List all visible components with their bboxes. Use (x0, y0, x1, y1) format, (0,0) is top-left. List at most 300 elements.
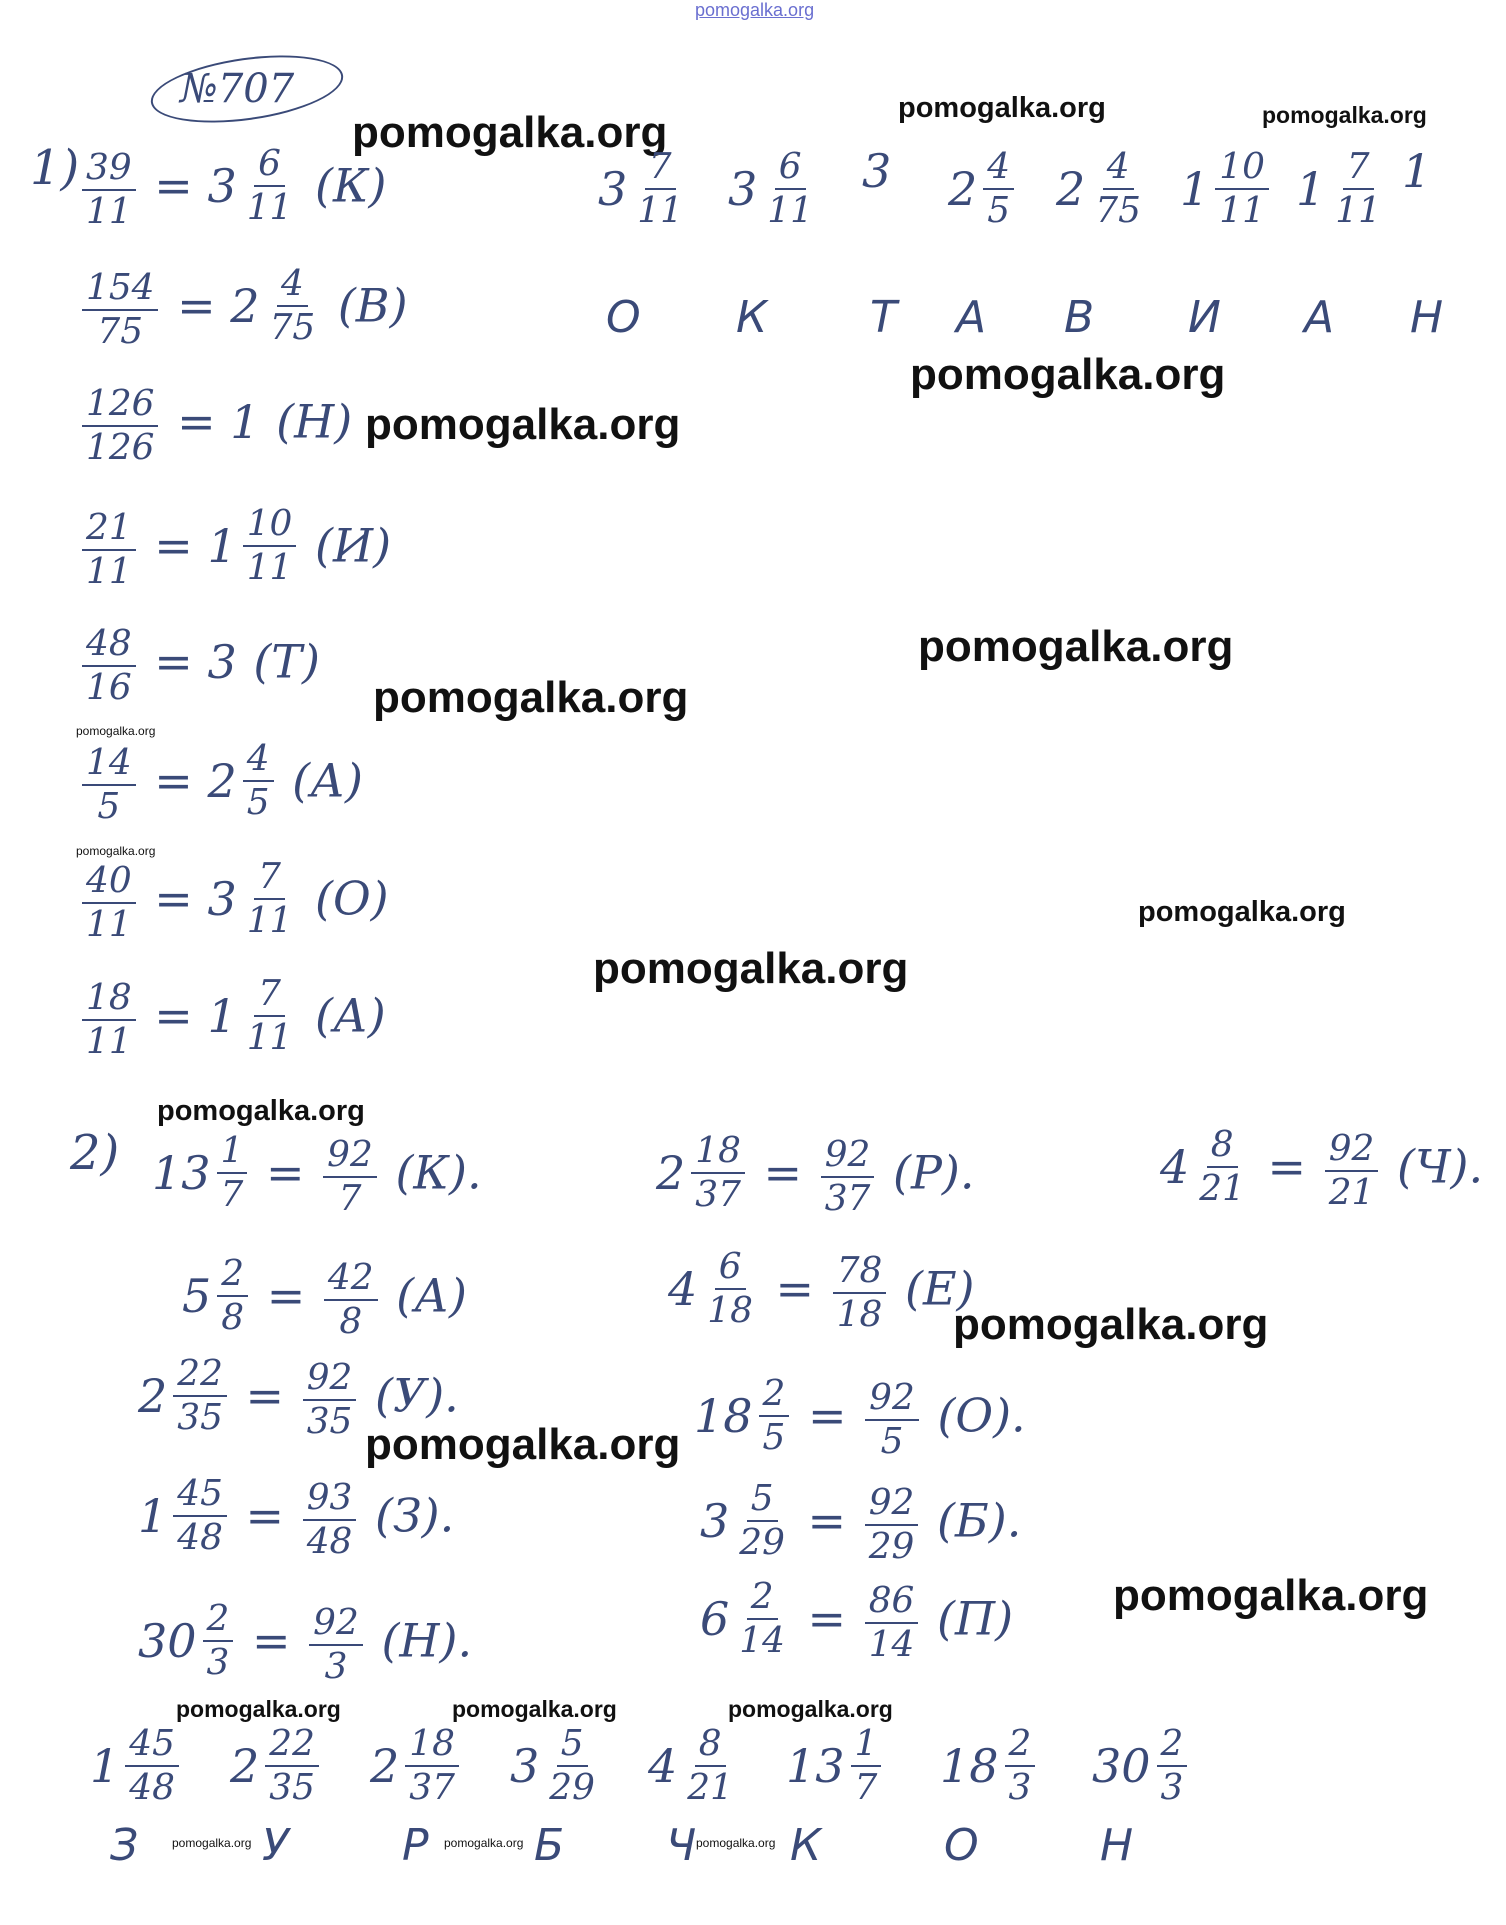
denominator: 11 (1219, 189, 1265, 231)
denominator: 5 (762, 1416, 786, 1458)
fraction (1195, 1126, 1249, 1207)
denominator: 14 (868, 1623, 915, 1665)
whole-part: 2 (230, 278, 260, 333)
denominator: 11 (637, 189, 683, 231)
equals-sign: = (237, 1613, 306, 1668)
equals-sign: = (760, 1261, 829, 1316)
denominator: 37 (695, 1173, 741, 1215)
numerator: 40 (82, 862, 136, 904)
denominator: 7 (338, 1177, 362, 1219)
numerator: 2 (1005, 1725, 1036, 1767)
numerator: 92 (821, 1136, 875, 1178)
denominator: 75 (1095, 189, 1141, 231)
fraction (1157, 1725, 1188, 1806)
mixed-number (138, 1355, 231, 1436)
equals-sign: = (230, 1488, 299, 1543)
ordered-number (786, 1725, 885, 1806)
numerator: 22 (173, 1355, 227, 1397)
whole-part: 1 (1402, 144, 1432, 198)
mixed-number (1092, 1725, 1191, 1806)
ordered-number (940, 1725, 1039, 1806)
whole-part: 3 (700, 1493, 730, 1548)
mixed-number (1296, 148, 1389, 229)
ordered-number (598, 148, 691, 229)
numerator: 78 (833, 1252, 887, 1294)
numerator: 86 (865, 1582, 919, 1624)
whole-part: 3 (728, 161, 758, 216)
letter-label: (Р). (878, 1145, 975, 1200)
numerator: 2 (759, 1375, 790, 1417)
fraction (303, 1479, 357, 1560)
numerator: 21 (82, 509, 136, 551)
denominator: 75 (97, 310, 144, 352)
numerator: 6 (715, 1248, 746, 1290)
letter-label: (Ч). (1382, 1139, 1484, 1194)
equals-sign: = (139, 988, 208, 1043)
numerator: 6 (254, 145, 285, 187)
denominator: 11 (246, 1016, 293, 1058)
watermark: pomogalka.org (953, 1300, 1269, 1349)
fraction (324, 1259, 378, 1340)
whole-part: 30 (138, 1613, 197, 1668)
watermark: pomogalka.org (352, 108, 668, 157)
mixed-number (1056, 148, 1149, 229)
letter-label: (Н) (261, 394, 353, 449)
answer-letter: У (262, 1820, 289, 1871)
ordered-number (1402, 144, 1433, 198)
denominator: 126 (86, 426, 155, 468)
denominator: 16 (86, 666, 132, 708)
fraction (865, 1582, 919, 1663)
numerator: 10 (243, 505, 297, 547)
watermark: pomogalka.org (76, 724, 156, 738)
whole-part: 4 (648, 1738, 678, 1793)
watermark: pomogalka.org (444, 1836, 524, 1850)
numerator: 18 (405, 1725, 459, 1767)
numerator: 7 (645, 148, 676, 190)
mixed-number (138, 1600, 237, 1681)
equation-row (78, 265, 408, 350)
denominator: 29 (739, 1521, 785, 1563)
whole-part: 4 (1160, 1139, 1190, 1194)
watermark: pomogalka.org (172, 1836, 252, 1850)
fraction (983, 148, 1014, 229)
denominator: 11 (1335, 189, 1381, 231)
whole-part: 2 (1056, 161, 1086, 216)
watermark: pomogalka.org (898, 92, 1106, 124)
fraction (405, 1725, 459, 1806)
denominator: 75 (269, 306, 316, 348)
numerator: 7 (1343, 148, 1374, 190)
mixed-number (694, 1375, 793, 1456)
ordered-number (648, 1725, 741, 1806)
whole-part: 2 (138, 1368, 168, 1423)
equals-sign: = (1252, 1139, 1321, 1194)
fraction (82, 509, 136, 590)
answer-letter: К (736, 292, 768, 343)
whole-part: 1 (138, 1488, 168, 1543)
numerator: 4 (277, 265, 308, 307)
mixed-number (862, 144, 893, 198)
numerator: 92 (865, 1379, 919, 1421)
mixed-number (207, 145, 300, 226)
answer-letter: Р (402, 1820, 429, 1871)
denominator: 3 (206, 1641, 230, 1683)
fraction (82, 744, 136, 825)
letter-label: (Е) (890, 1261, 975, 1316)
fraction (266, 265, 320, 346)
watermark: pomogalka.org (365, 400, 681, 449)
ordered-number (1092, 1725, 1191, 1806)
watermark: pomogalka.org (365, 1420, 681, 1469)
fraction (217, 1132, 248, 1213)
denominator: 11 (767, 189, 813, 231)
answer-letter: А (956, 292, 987, 343)
whole-part: 4 (668, 1261, 698, 1316)
letter-label: (О). (922, 1388, 1026, 1443)
numerator: 5 (747, 1480, 778, 1522)
fraction (303, 1359, 357, 1440)
whole-part: 2 (948, 161, 978, 216)
fraction (243, 975, 297, 1056)
numerator: 18 (82, 979, 136, 1021)
denominator: 8 (221, 1296, 245, 1338)
mixed-number (370, 1725, 463, 1806)
whole-part: 30 (1092, 1738, 1151, 1793)
mixed-number (668, 1248, 761, 1329)
mixed-number (598, 148, 691, 229)
fraction (217, 1255, 248, 1336)
equals-sign: = (251, 1145, 320, 1200)
whole-part: 3 (207, 871, 237, 926)
denominator: 11 (246, 546, 293, 588)
equals-sign: = (162, 394, 231, 449)
mixed-number (948, 148, 1018, 229)
numerator: 93 (303, 1479, 357, 1521)
watermark: pomogalka.org (76, 844, 156, 858)
mixed-number (230, 1725, 323, 1806)
numerator: 1 (851, 1725, 882, 1767)
whole-part: 13 (152, 1145, 211, 1200)
numerator: 18 (691, 1132, 745, 1174)
fraction (243, 858, 297, 939)
ordered-number (370, 1725, 463, 1806)
fraction (243, 740, 274, 821)
equals-sign: = (748, 1145, 817, 1200)
denominator: 48 (129, 1766, 175, 1808)
letter-label: (А) (300, 988, 386, 1043)
letter-label: (П) (922, 1591, 1014, 1646)
letter-label: (З). (360, 1488, 455, 1543)
fraction (545, 1725, 599, 1806)
equation-row (668, 1248, 974, 1333)
numerator: 1 (217, 1132, 248, 1174)
equals-sign: = (252, 1268, 320, 1323)
watermark: pomogalka.org (1138, 896, 1346, 928)
ordered-number (862, 144, 893, 198)
letter-label: (И) (300, 518, 392, 573)
denominator: 11 (86, 550, 132, 592)
equation-row (694, 1375, 1026, 1460)
ordered-number (1056, 148, 1149, 229)
mixed-number (152, 1132, 251, 1213)
equation-row (78, 625, 320, 706)
equation-row (138, 1600, 472, 1685)
denominator: 29 (868, 1525, 915, 1567)
numerator: 4 (1103, 148, 1134, 190)
fraction (82, 625, 136, 706)
ordered-number (1180, 148, 1273, 229)
denominator: 48 (177, 1516, 223, 1558)
whole-part: 2 (656, 1145, 686, 1200)
watermark: pomogalka.org (728, 1696, 893, 1722)
watermark: pomogalka.org (157, 1095, 365, 1127)
denominator: 21 (687, 1766, 733, 1808)
fraction (173, 1475, 227, 1556)
watermark: pomogalka.org (373, 673, 689, 722)
ordered-number (90, 1725, 183, 1806)
equation-row (700, 1578, 1013, 1663)
mixed-number (940, 1725, 1039, 1806)
letter-label: (Т) (238, 634, 320, 689)
numerator: 10 (1215, 148, 1269, 190)
answer-letter: Н (1100, 1820, 1134, 1871)
equals-sign: = (139, 518, 208, 573)
watermark: pomogalka.org (593, 944, 909, 993)
denominator: 8 (339, 1300, 363, 1342)
answer-letter: Т (870, 292, 897, 343)
numerator: 45 (125, 1725, 179, 1767)
letter-label: (А) (381, 1268, 467, 1323)
denominator: 11 (86, 190, 132, 232)
numerator: 2 (747, 1578, 778, 1620)
equation-row (78, 385, 352, 466)
fraction (833, 1252, 887, 1333)
letter-label: (О) (300, 871, 389, 926)
whole-part: 5 (182, 1268, 212, 1323)
denominator: 18 (836, 1293, 883, 1335)
denominator: 21 (1328, 1171, 1375, 1213)
denominator: 3 (324, 1645, 348, 1687)
ordered-number (728, 148, 821, 229)
fraction (82, 979, 136, 1060)
fraction (633, 148, 687, 229)
ordered-number (510, 1725, 603, 1806)
mixed-number (207, 740, 277, 821)
mixed-number (786, 1725, 885, 1806)
fraction (735, 1578, 789, 1659)
fraction (851, 1725, 882, 1806)
fraction (821, 1136, 875, 1217)
watermark: pomogalka.org (452, 1696, 617, 1722)
numerator: 92 (303, 1359, 357, 1401)
denominator: 3 (1160, 1766, 1184, 1808)
ordered-number (948, 148, 1018, 229)
numerator: 92 (309, 1604, 363, 1646)
fraction (865, 1379, 919, 1460)
whole-part: 1 (1180, 161, 1210, 216)
fraction (82, 149, 136, 230)
letter-label: (К). (380, 1145, 482, 1200)
site-header-link[interactable]: pomogalka.org (695, 0, 815, 20)
mixed-number (648, 1725, 741, 1806)
mixed-number (90, 1725, 183, 1806)
numerator: 126 (82, 385, 158, 427)
whole-part: 3 (207, 158, 237, 213)
numerator: 2 (1157, 1725, 1188, 1767)
ordered-number (230, 1725, 323, 1806)
whole-part: 6 (700, 1591, 730, 1646)
fraction (763, 148, 817, 229)
fraction (1005, 1725, 1036, 1806)
letter-label: (А) (277, 753, 363, 808)
numerator: 8 (695, 1725, 726, 1767)
denominator: 11 (246, 186, 293, 228)
equation-row (78, 505, 391, 590)
mixed-number (207, 634, 238, 689)
numerator: 14 (82, 744, 136, 786)
mixed-number (510, 1725, 603, 1806)
fraction (203, 1600, 234, 1681)
numerator: 48 (82, 625, 136, 667)
answer-letter: О (944, 1820, 979, 1871)
denominator: 18 (707, 1289, 753, 1331)
denominator: 21 (1199, 1167, 1245, 1209)
mixed-number (1180, 148, 1273, 229)
mixed-number (138, 1475, 231, 1556)
fraction (309, 1604, 363, 1685)
answer-letter: К (790, 1820, 822, 1871)
equals-sign: = (792, 1591, 861, 1646)
denominator: 48 (306, 1520, 353, 1562)
mixed-number (207, 505, 300, 586)
watermark: pomogalka.org (176, 1696, 341, 1722)
task-number: №707 (180, 66, 295, 112)
equation-row (138, 1355, 459, 1440)
equals-sign: = (139, 158, 208, 213)
denominator: 11 (86, 903, 132, 945)
fraction (759, 1375, 790, 1456)
watermark: pomogalka.org (1113, 1571, 1429, 1620)
whole-part: 3 (598, 161, 628, 216)
fraction (691, 1132, 745, 1213)
answer-letter: Н (1410, 292, 1444, 343)
watermark: pomogalka.org (918, 622, 1234, 671)
whole-part: 1 (207, 518, 237, 573)
denominator: 5 (880, 1420, 904, 1462)
fraction (865, 1484, 919, 1565)
equals-sign: = (162, 278, 231, 333)
numerator: 42 (324, 1259, 378, 1301)
fraction (1331, 148, 1385, 229)
whole-part: 2 (370, 1738, 400, 1793)
denominator: 7 (220, 1173, 244, 1215)
watermark: pomogalka.org (1262, 102, 1427, 128)
fraction (82, 385, 158, 466)
equation-row (78, 740, 363, 825)
numerator: 8 (1207, 1126, 1238, 1168)
fraction (243, 145, 297, 226)
letter-label: (В) (323, 278, 408, 333)
whole-part: 1 (1296, 161, 1326, 216)
mixed-number (656, 1132, 749, 1213)
letter-label: (К) (300, 158, 387, 213)
fraction (703, 1248, 757, 1329)
denominator: 5 (246, 781, 270, 823)
equals-sign: = (230, 1368, 299, 1423)
equals-sign: = (139, 753, 208, 808)
equation-row (656, 1132, 974, 1217)
numerator: 154 (82, 269, 158, 311)
answer-letter: О (606, 292, 641, 343)
denominator: 37 (824, 1177, 871, 1219)
denominator: 11 (246, 899, 293, 941)
denominator: 35 (306, 1400, 353, 1442)
numerator: 92 (1325, 1130, 1379, 1172)
answer-letter: В (1064, 292, 1095, 343)
mixed-number (700, 1578, 793, 1659)
numerator: 2 (217, 1255, 248, 1297)
whole-part: 2 (230, 1738, 260, 1793)
whole-part: 1 (207, 988, 237, 1043)
equals-sign: = (139, 871, 208, 926)
mixed-number (230, 394, 261, 449)
fraction (243, 505, 297, 586)
fraction (125, 1725, 179, 1806)
fraction (265, 1725, 319, 1806)
fraction (1091, 148, 1145, 229)
answer-letter: Б (534, 1820, 565, 1871)
answer-letter: З (110, 1820, 139, 1871)
answer-letter: А (1304, 292, 1335, 343)
equation-row (1160, 1126, 1483, 1211)
numerator: 92 (865, 1484, 919, 1526)
equals-sign: = (793, 1388, 862, 1443)
numerator: 4 (983, 148, 1014, 190)
watermark: pomogalka.org (696, 1836, 776, 1850)
letter-label: (Н). (366, 1613, 473, 1668)
equation-row (182, 1255, 467, 1340)
mixed-number (182, 1255, 252, 1336)
ordered-number (1296, 148, 1389, 229)
numerator: 7 (254, 858, 285, 900)
numerator: 7 (254, 975, 285, 1017)
numerator: 2 (203, 1600, 234, 1642)
equals-sign: = (139, 634, 208, 689)
fraction (82, 269, 158, 350)
denominator: 7 (854, 1766, 878, 1808)
mixed-number (207, 975, 300, 1056)
equation-row (138, 1475, 454, 1560)
whole-part: 1 (90, 1738, 120, 1793)
mixed-number (1402, 144, 1433, 198)
mixed-number (230, 265, 323, 346)
numerator: 6 (775, 148, 806, 190)
equation-row (78, 858, 389, 943)
equals-sign: = (792, 1493, 861, 1548)
equation-row (700, 1480, 1021, 1565)
mixed-number (728, 148, 821, 229)
denominator: 3 (1008, 1766, 1032, 1808)
denominator: 5 (987, 189, 1011, 231)
denominator: 14 (739, 1619, 785, 1661)
fraction (1325, 1130, 1379, 1211)
numerator: 45 (173, 1475, 227, 1517)
numerator: 4 (243, 740, 274, 782)
whole-part: 1 (230, 394, 260, 449)
whole-part: 13 (786, 1738, 845, 1793)
numerator: 5 (557, 1725, 588, 1767)
